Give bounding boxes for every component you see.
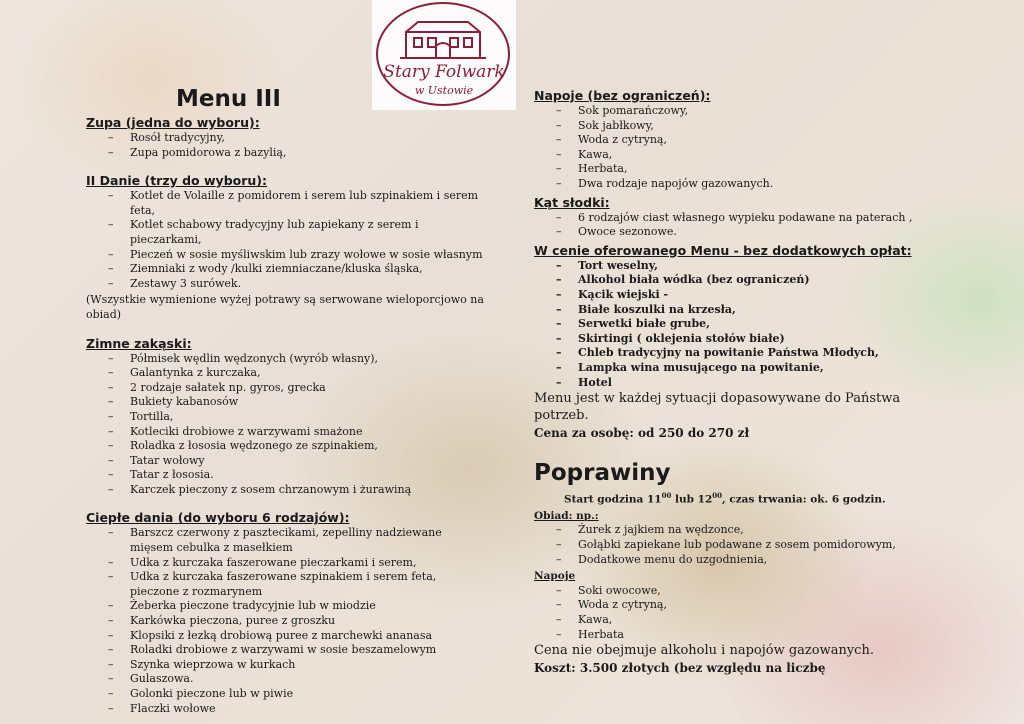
cost: Koszt: 3.500 złotych (bez względu na liczbę: [534, 661, 826, 676]
obiad-heading: Obiad: np.:: [534, 509, 599, 522]
list-item: – Zupa pomidorowa z bazylią,: [86, 146, 486, 161]
section-heading-napoje: Napoje (bez ograniczeń):: [534, 88, 711, 103]
section-heading-zupa: Zupa (jedna do wyboru):: [86, 115, 260, 130]
list-danie: [86, 189, 486, 291]
price-per-person: Cena za osobę: od 250 do 270 zł: [534, 426, 750, 441]
list-item: – Chleb tradycyjny na powitanie Państwa Młodych,: [534, 346, 934, 361]
list-zimne: [86, 352, 486, 498]
list-item: – Dodatkowe menu do uzgodnienia,: [534, 553, 934, 568]
list-item: – Dwa rodzaje napojów gazowanych.: [534, 177, 934, 192]
list-item: – Herbata: [534, 628, 934, 643]
list-item: – Klopsiki z łezką drobiową puree z marchewki ananasa: [86, 629, 486, 644]
right-column: [534, 88, 934, 676]
list-item: – Kotlet de Volaille z pomidorem i serem lub szpinakiem i serem feta,: [86, 189, 486, 218]
list-item: – Bukiety kabanosów: [86, 395, 486, 410]
menu-adjust-note: Menu jest w każdej sytuacji dopasowywane do Państwa potrzeb.: [534, 391, 901, 424]
note-danie: (Wszystkie wymienione wyżej potrawy są serwowane wieloporcjowo na obiad): [86, 293, 484, 321]
list-item: – Żeberka pieczone tradycyjnie lub w miodzie: [86, 599, 486, 614]
list-item: – Alkohol biała wódka (bez ograniczeń): [534, 273, 934, 288]
list-item: – Sok pomarańczowy,: [534, 104, 934, 119]
price-note: Cena nie obejmuje alkoholu i napojów gazowanych.: [534, 643, 874, 659]
list-item: – Herbata,: [534, 162, 934, 177]
list-poprawiny-napoje: [534, 584, 934, 642]
left-column: [86, 115, 486, 716]
list-zupa: [86, 131, 486, 160]
list-item: – Owoce sezonowe.: [534, 225, 934, 240]
list-item: – Roladki drobiowe z warzywami w sosie beszamelowym: [86, 643, 486, 658]
list-item: – Żurek z jajkiem na wędzonce,: [534, 523, 934, 538]
poprawiny-title: Poprawiny: [534, 459, 671, 486]
list-item: – Karczek pieczony z sosem chrzanowym i żurawiną: [86, 483, 486, 498]
list-item: – Serwetki białe grube,: [534, 317, 934, 332]
list-item: – Kawa,: [534, 148, 934, 163]
list-item: – Kawa,: [534, 613, 934, 628]
section-heading-kat-slodki: Kąt słodki:: [534, 194, 610, 210]
list-item: – Gulaszowa.: [86, 672, 486, 687]
list-cieple: [86, 526, 486, 716]
list-item: – Skirtingi ( oklejenia stołów białe): [534, 332, 934, 347]
list-item: – Roladka z łososia wędzonego ze szpinakiem,: [86, 439, 486, 454]
poprawiny-start: Start godzina $11^{00}$ lub $12^{00}$, czas trwania: ok. 6 godzin.: [564, 490, 886, 506]
list-item: – Zestawy 3 surówek.: [86, 277, 486, 292]
list-item: – Woda z cytryną,: [534, 598, 934, 613]
list-napoje: [534, 104, 934, 192]
logo: [372, 0, 516, 110]
list-obiad: [534, 523, 934, 567]
list-item: – Karkówka pieczona, puree z groszku: [86, 614, 486, 629]
list-item: – Rosół tradycyjny,: [86, 131, 486, 146]
list-item: – Lampka wina musującego na powitanie,: [534, 361, 934, 376]
list-item: – Półmisek wędlin wędzonych (wyrób własny),: [86, 352, 486, 367]
list-item: – Tortilla,: [86, 410, 486, 425]
list-item: – 6 rodzajów ciast własnego wypieku podawane na paterach ,: [534, 211, 934, 226]
list-item: – Kotlet schabowy tradycyjny lub zapiekany z serem i pieczarkami,: [86, 218, 486, 247]
section-heading-danie: II Danie (trzy do wyboru):: [86, 173, 267, 189]
manor-house-icon: [378, 8, 508, 68]
list-item: – Udka z kurczaka faszerowane szpinakiem i serem feta, pieczone z rozmarynem: [86, 570, 486, 599]
poprawiny-napoje-heading: Napoje: [534, 570, 576, 583]
list-item: – Barszcz czerwony z pasztecikami, zepelliny nadziewane mięsem cebulka z masełkiem: [86, 526, 486, 555]
list-item: – Kotleciki drobiowe z warzywami smażone: [86, 425, 486, 440]
list-item: – Szynka wieprzowa w kurkach: [86, 658, 486, 673]
list-item: – Sok jabłkowy,: [534, 119, 934, 134]
menu-title: Menu III: [176, 86, 281, 112]
list-w-cenie: [534, 259, 934, 390]
list-item: – Woda z cytryną,: [534, 133, 934, 148]
list-item: – Udka z kurczaka faszerowane pieczarkami i serem,: [86, 556, 486, 571]
list-item: – Flaczki wołowe: [86, 702, 486, 717]
list-item: – 2 rodzaje sałatek np. gyros, grecka: [86, 381, 486, 396]
list-item: – Tatar wołowy: [86, 454, 486, 469]
list-item: – Golonki pieczone lub w piwie: [86, 687, 486, 702]
list-item: – Galantynka z kurczaka,: [86, 366, 486, 381]
list-item: – Hotel: [534, 376, 934, 391]
section-heading-w-cenie: W cenie oferowanego Menu - bez dodatkowych opłat:: [534, 242, 912, 258]
section-heading-cieple: Ciepłe dania (do wyboru 6 rodzajów):: [86, 510, 350, 526]
list-item: – Tort weselny,: [534, 259, 934, 274]
list-item: – Gołąbki zapiekane lub podawane z sosem pomidorowym,: [534, 538, 934, 553]
list-item: – Tatar z łososia.: [86, 468, 486, 483]
list-item: – Soki owocowe,: [534, 584, 934, 599]
list-item: – Pieczeń w sosie myśliwskim lub zrazy wołowe w sosie własnym: [86, 248, 486, 263]
logo-name: Stary Folwark: [383, 62, 505, 82]
list-item: – Białe koszulki na krzesła,: [534, 303, 934, 318]
section-heading-zimne: Zimne zakąski:: [86, 335, 192, 351]
list-item: – Ziemniaki z wody /kulki ziemniaczane/kluska śląska,: [86, 262, 486, 277]
list-kat-slodki: [534, 211, 934, 240]
logo-subtitle: w Ustowie: [414, 84, 474, 97]
list-item: – Kącik wiejski -: [534, 288, 934, 303]
